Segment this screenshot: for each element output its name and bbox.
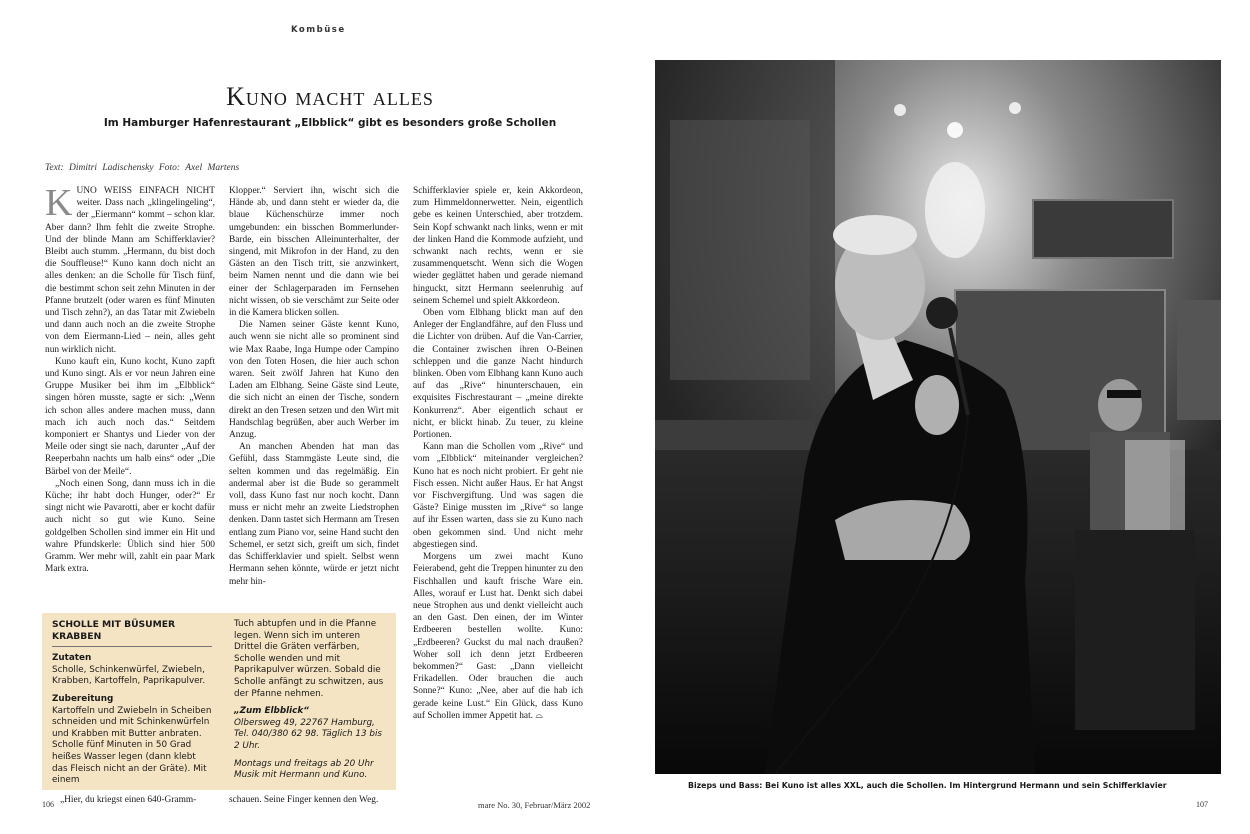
- paragraph: KUNO WEISS EINFACH NICHT weiter. Dass nach „klingelingeling“, der „Eiermann“ kommt – schon klar. Aber dann? Ihm fehlt die zweite Strophe. Und der blinde Mann am Schifferklavier? Bleibt auch stumm. „Hermann, du bist doch die Souffleuse!“ Kuno kann doch nicht an alles denken: an die Scholle für Tisch fünf, die bestimmt schon seit zehn Minuten in der Pfanne brutzelt (oder waren es fünf Minuten und Tisch zehn?), an das Tatar mit Zwiebeln und dann auch noch an die zweite Strophe von dem Eiermann-Lied – nein, alles geht nun wirklich nicht.: [45, 185, 215, 355]
- ingredients-heading: Zutaten: [52, 653, 92, 664]
- paragraph: „Noch einen Song, dann muss ich in die Küche; ihr habt doch Hunger, oder?“ Er singt nicht wie Pavarotti, aber er kocht dafür auch nicht so gut wie Kuno. Seine goldgelben Schollen sind immer ein Hit und wahre Pfundskerle: Üblich sind hier 500 Gramm. Wer mehr will, zahlt ein paar Mark Mark extra.: [45, 478, 215, 575]
- drop-cap: K: [45, 185, 73, 224]
- venue-phone: Tel. 040/380 62 98. Täglich 13 bis 2 Uhr.: [234, 729, 382, 751]
- paragraph: Kann man die Schollen vom „Rive“ und vom „Elbblick“ miteinander vergleichen? Kuno hat es noch nicht probiert. Er geht nie Fisch essen. Nicht außer Haus. Er hat Angst vor Fischvergiftung. Und was sagen die Gäste? Einige mussten im „Rive“ so lange auf ihr Essen warten, dass sie zu Kuno nach oben gekommen sind. Und nicht mehr abgestiegen sind.: [413, 442, 583, 550]
- article-subtitle: Im Hamburger Hafenrestaurant „Elbblick“ gibt es besonders große Schollen: [103, 117, 557, 129]
- paragraph: Klopper.“ Serviert ihn, wischt sich die Hände ab, und dann steht er wieder da, die blaue Küchenschürze immer noch umgebunden: ein bisschen Bommerlunder-Barde, ein bisschen Alleinunterhalter, der singend, mit Mikrofon in der Hand, zu den Gästen an den Tisch tritt, sie anzwinkert, beim Namen nennt und die dann wie bei einer der Schlagerparaden im Fernsehen nicht wissen, ob sie verschämt zur Seite oder in die Kamera blicken sollen.: [229, 186, 399, 319]
- preparation-text: Kartoffeln und Zwiebeln in Scheiben schneiden und mit Schinkenwürfeln und Krabben mit Butter anbraten. Scholle fünf Minuten in 50 Grad heißes Wasser legen (dann klebt das Fleisch nicht an der Gräte). Mit einem: [52, 705, 212, 786]
- venue-address: Olbersweg 49, 22767 Hamburg,: [234, 717, 375, 728]
- preparation-text-continued: Tuch abtupfen und in die Pfanne legen. Wenn sich im unteren Drittel die Gräten verfärben, Scholle wenden und mit Paprikapulver würzen. Sobald die Scholle anfängt zu schwitzen, aus der Pfanne nehmen.: [234, 619, 384, 699]
- magazine-footer: mare No. 30, Februar/März 2002: [478, 800, 591, 810]
- paragraph: An manchen Abenden hat man das Gefühl, dass Stammgäste Leute sind, die selten kommen und das regelmäßig. Ein andermal aber ist die Bude so gerammelt voll, dass Kuno fast nur noch kocht. Dann muss er nicht mehr an zweite Liedstrophen denken. Dann tastet sich Hermann am Tresen entlang zum Piano vor, seine Hand sucht den Schemel, er setzt sich, greift um sich, findet das Schifferklavier und spielt. Selbst wenn Hermann sehen könnte, würde er jetzt nicht mehr hin-: [229, 442, 399, 587]
- recipe-title: SCHOLLE MIT BÜSUMER KRABBEN: [52, 619, 212, 647]
- bottom-text-left: „Hier, du kriegst einen 640-Gramm-: [60, 795, 197, 805]
- photo: [655, 60, 1221, 774]
- paragraph: Morgens um zwei macht Kuno Feierabend, geht die Treppen hinunter zu den Fischhallen und kauft frische Ware ein. Alles, worauf er Lust hat. Denkt sich dabei neue Strophen aus und denkt vielleicht auch an den Gast. Den einen, der im Winter Erdbeeren bestellen wollte. Kuno: „Erdbeeren? Guckst du mal nach draußen? Woher soll ich denn jetzt Erdbeeren bekommen?“ Gast: „Dann vielleicht Frikadellen. Oder brauchen die auch Sonne?“ Kuno: „Nee, aber auf die hab ich gerade keine Lust.“ Ein Glück, dass Kuno auf Schollen immer Appetit hat. ⌓: [413, 552, 583, 721]
- photo-illustration: [655, 60, 1221, 774]
- paragraph: Schifferklavier spiele er, kein Akkordeon, zum Himmeldonnerwetter. Nein, eigentlich gebe es keinen Unterschied, aber trotzdem. Sein Kopf schwankt nach links, wenn er mit der linken Hand die Kommode aufzieht, und schwankt nach rechts, wenn er sie zusammenquetscht. Wenn sich die Wogen wieder geglättet haben und gerade niemand hinguckt, sitzt Hermann seelenruhig auf seinem Schemel und spielt Akkordeon.: [413, 186, 583, 306]
- ingredients-text: Scholle, Schinkenwürfel, Zwiebeln, Krabben, Kartoffeln, Paprikapulver.: [52, 664, 206, 687]
- paragraph: Oben vom Elbhang blickt man auf den Anleger der Englandfähre, auf den Fluss und die Lichter von drüben. Auf die Van-Carrier, die Container zwischen ihren O-Beinen schleppen und die ganze Nacht hindurch blinken. Oben vom Elbhang kann Kuno auch auf das „Rive“ hinunterschauen, ein exquisites Fischrestaurant – „meine direkte Konkurrenz“. Aber eigentlich schaut er nicht, er blickt hinab. Zu teuer, zu kleine Portionen.: [413, 308, 583, 441]
- venue-music: Montags und freitags ab 20 Uhr Musik mit Hermann und Kuno.: [234, 758, 374, 781]
- section-label: Kombüse: [291, 25, 346, 35]
- bottom-text-middle: schauen. Seine Finger kennen den Weg.: [229, 795, 379, 805]
- photo-caption: Bizeps und Bass: Bei Kuno ist alles XXL, auch die Schollen. Im Hintergrund Hermann und sein Schifferklavier: [688, 781, 1167, 790]
- text-column-2: [229, 185, 399, 605]
- paragraph: Kuno kauft ein, Kuno kocht, Kuno zapft und Kuno singt. Als er vor neun Jahren eine Gruppe Musiker bei ihm im „Elbblick“ singen hören musste, sagte er sich: „Wenn ich schon alles andere machen muss, dann mach ich auch noch das.“ Seitdem komponiert er Shantys und Lieder von der Meile oder singt sie nach, darunter „Auf der Reeperbahn nachts um halb eins“ oder „Die Bärbel von der Meile“.: [45, 356, 215, 477]
- article-title: Kuno macht alles: [226, 82, 434, 111]
- paragraph: Die Namen seiner Gäste kennt Kuno, auch wenn sie nicht alle so prominent sind wie Max Raabe, Inga Humpe oder Campino von den Toten Hosen, die hier auch schon waren. Seit zwölf Jahren hat Kuno den Laden am Elbhang. Seine Gäste sind Leute, die sich nicht an einen der Tische, sondern direkt an den Tresen setzen und den Wirt mit Handschlag begrüßen, aber auch Werber im Anzug.: [229, 320, 399, 441]
- recipe-right-column: [234, 619, 389, 782]
- preparation-heading: Zubereitung: [52, 693, 114, 704]
- text-column-3: [413, 185, 583, 745]
- venue-info: [234, 706, 389, 752]
- page-number-right: 107: [1196, 800, 1208, 809]
- article-credits: Text: Dimitri Ladischensky Foto: Axel Martens: [45, 163, 240, 173]
- page-number-left: 106: [42, 800, 54, 809]
- text-column-1: [45, 185, 215, 605]
- recipe-left-column: [52, 619, 212, 787]
- venue-name: „Zum Elbblick“: [234, 706, 309, 717]
- recipe-box: [42, 613, 396, 790]
